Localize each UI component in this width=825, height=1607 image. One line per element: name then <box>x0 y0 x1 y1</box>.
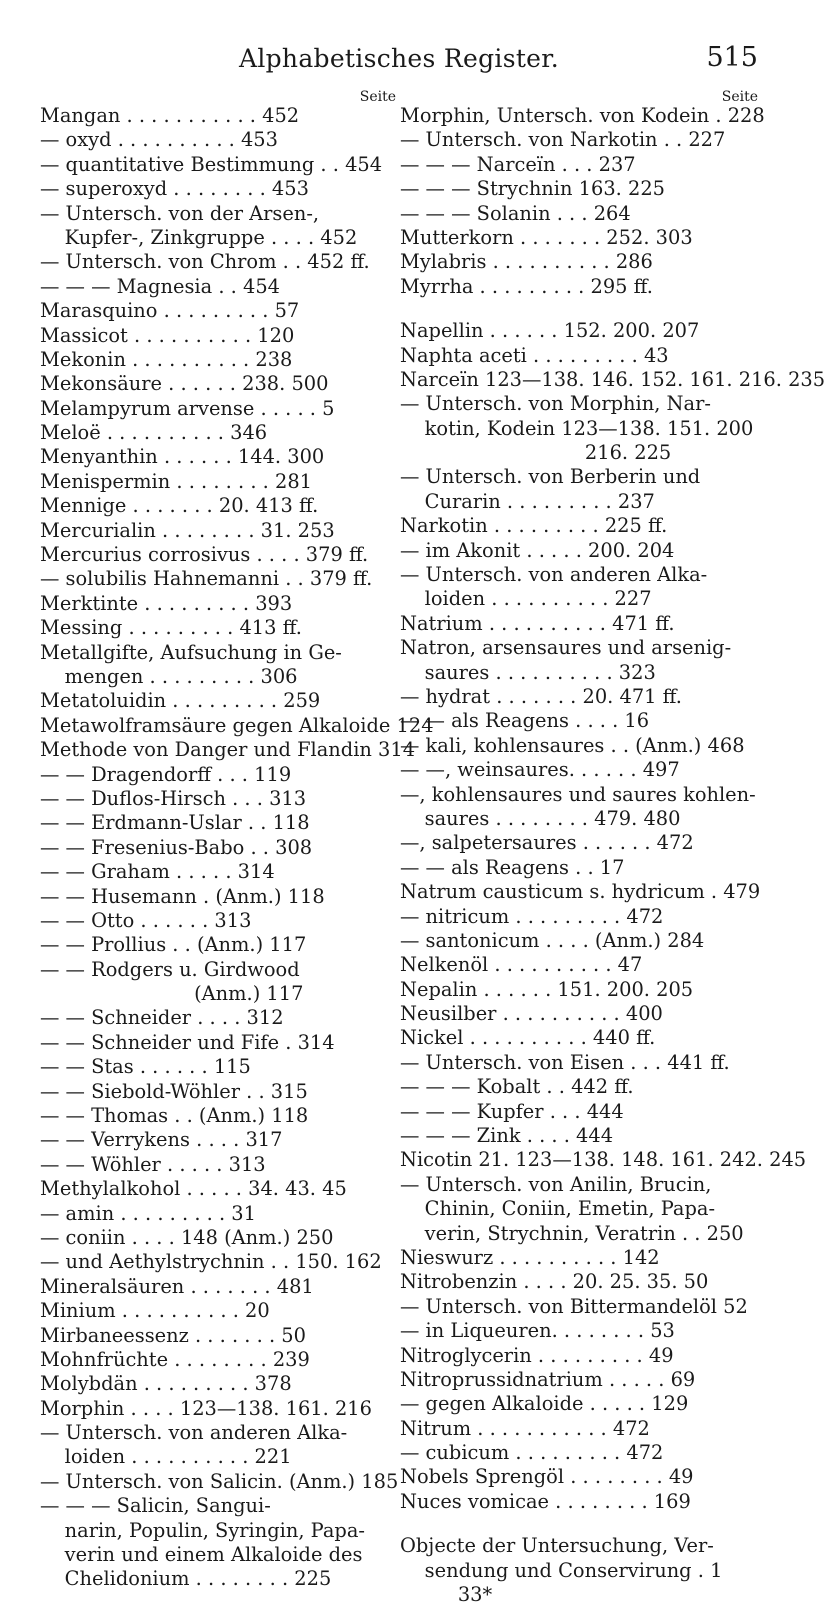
index-entry: — — — Kupfer . . . 444 <box>400 1099 624 1123</box>
index-entry: Marasquino . . . . . . . . . 57 <box>40 299 300 323</box>
index-entry: Nitroprussidnatrium . . . . . 69 <box>400 1367 696 1391</box>
index-entry: Nobels Sprengöl . . . . . . . . 49 <box>400 1465 694 1489</box>
index-entry: Chelidonium . . . . . . . . 225 <box>40 1567 332 1591</box>
index-entry: — Untersch. von Salicin. (Anm.) 185 <box>40 1469 399 1493</box>
index-entry: Napellin . . . . . . 152. 200. 207 <box>400 319 700 343</box>
index-entry: Natron, arsensaures und arsenig- <box>400 636 732 660</box>
index-entry: Mirbaneessenz . . . . . . . 50 <box>40 1323 306 1347</box>
index-entry: — — als Reagens . . . . 16 <box>400 709 650 733</box>
index-entry: Morphin, Untersch. von Kodein . 228 <box>400 104 765 127</box>
index-entry: — — Wöhler . . . . . 313 <box>40 1152 266 1176</box>
index-entry: Nickel . . . . . . . . . . 440 ff. <box>400 1026 656 1050</box>
left-column <box>40 89 434 1592</box>
index-entry: — — Duflos-Hirsch . . . 313 <box>40 786 307 810</box>
index-entry: — — Fresenius-Babo . . 308 <box>40 835 313 859</box>
index-entry: Narkotin . . . . . . . . . 225 ff. <box>400 514 668 538</box>
index-entry: Mohnfrüchte . . . . . . . . 239 <box>40 1347 310 1371</box>
index-entry: Melampyrum arvense . . . . . 5 <box>40 396 335 420</box>
index-entry: Nuces vomicae . . . . . . . . 169 <box>400 1489 691 1513</box>
index-entry: Nitroglycerin . . . . . . . . . 49 <box>400 1343 674 1367</box>
index-entry: — nitricum . . . . . . . . . 472 <box>400 904 664 928</box>
index-entry: Meloë . . . . . . . . . . 346 <box>40 421 268 445</box>
index-entry: — —, weinsaures. . . . . . 497 <box>400 758 680 782</box>
index-entry: Chinin, Coniin, Emetin, Papa- <box>400 1197 715 1221</box>
index-entry: — — — Solanin . . . 264 <box>400 201 631 225</box>
index-entry: — Untersch. von der Arsen-, <box>40 201 320 225</box>
index-entry: Myrrha . . . . . . . . . 295 ff. <box>400 274 653 298</box>
index-entry: — in Liqueuren. . . . . . . . 53 <box>400 1319 675 1343</box>
seite-label-right: Seite <box>721 89 758 105</box>
index-entry: — kali, kohlensaures . . (Anm.) 468 <box>400 733 745 757</box>
index-entry: — — Erdmann-Uslar . . 118 <box>40 811 310 835</box>
index-entry: — — Husemann . (Anm.) 118 <box>40 884 325 908</box>
index-entry: Metawolframsäure gegen Alkaloide 124 <box>40 713 434 737</box>
index-entry: verin, Strychnin, Veratrin . . 250 <box>400 1221 744 1245</box>
index-entry: — superoxyd . . . . . . . . 453 <box>40 177 309 201</box>
index-entry: Narceïn 123—138. 146. 152. 161. 216. 235 <box>400 367 825 391</box>
index-entry: — gegen Alkaloide . . . . . 129 <box>400 1392 689 1416</box>
index-entry: Nitrum . . . . . . . . . . . 472 <box>400 1416 650 1440</box>
index-entry: Nepalin . . . . . . 151. 200. 205 <box>400 977 694 1001</box>
index-entry: Mineralsäuren . . . . . . . 481 <box>40 1274 314 1298</box>
index-entry: — und Aethylstrychnin . . 150. 162 <box>40 1250 382 1274</box>
index-entry: Nieswurz . . . . . . . . . . 142 <box>400 1245 660 1269</box>
index-entry: — im Akonit . . . . . 200. 204 <box>400 538 675 562</box>
index-entry: Nelkenöl . . . . . . . . . . 47 <box>400 953 643 977</box>
seite-label-left: Seite <box>359 89 396 105</box>
index-entry: Neusilber . . . . . . . . . . 400 <box>400 1002 663 1026</box>
index-entry: (Anm.) 117 <box>40 982 304 1006</box>
index-entry: — — Otto . . . . . . 313 <box>40 908 252 932</box>
index-entry: loiden . . . . . . . . . . 227 <box>400 587 652 611</box>
index-entry: Nitrobenzin . . . . 20. 25. 35. 50 <box>400 1270 709 1294</box>
right-column <box>400 89 825 1607</box>
index-entry: Messing . . . . . . . . . 413 ff. <box>40 616 302 640</box>
index-entry: —, kohlensaures und saures kohlen- <box>400 782 756 806</box>
index-entry: — — — Salicin, Sangui- <box>40 1494 271 1518</box>
index-entry: 216. 225 <box>400 441 672 465</box>
index-entry: Menispermin . . . . . . . . 281 <box>40 469 312 493</box>
running-title: Alphabetisches Register. <box>238 44 560 73</box>
index-entry: Morphin . . . . 123—138. 161. 216 <box>40 1396 372 1420</box>
index-entry: — — Verrykens . . . . 317 <box>40 1128 283 1152</box>
index-entry: — oxyd . . . . . . . . . . 453 <box>40 128 278 152</box>
index-entry: Menyanthin . . . . . . 144. 300 <box>40 445 325 469</box>
index-entry: Merktinte . . . . . . . . . 393 <box>40 591 293 615</box>
index-entry: — — — Kobalt . . 442 ff. <box>400 1075 634 1099</box>
index-entry: — Untersch. von Bittermandelöl 52 <box>400 1294 748 1318</box>
index-entry: Mercurialin . . . . . . . . 31. 253 <box>40 518 335 542</box>
index-entry: narin, Populin, Syringin, Papa- <box>40 1518 365 1542</box>
index-entry: — Untersch. von Narkotin . . 227 <box>400 128 726 152</box>
index-entry: Curarin . . . . . . . . . 237 <box>400 489 655 513</box>
index-entry: Metatoluidin . . . . . . . . . 259 <box>40 689 321 713</box>
index-entry: Mekonin . . . . . . . . . . 238 <box>40 347 293 371</box>
index-entry: Mangan . . . . . . . . . . . 452 <box>40 104 300 127</box>
index-entry: — — Thomas . . (Anm.) 118 <box>40 1104 309 1128</box>
index-entry: — — Graham . . . . . 314 <box>40 860 275 884</box>
index-entry: —, salpetersaures . . . . . . 472 <box>400 831 694 855</box>
index-entry: — — Rodgers u. Girdwood <box>40 957 300 981</box>
index-entry: — Untersch. von Berberin und <box>400 465 701 489</box>
index-entry: — — — Zink . . . . 444 <box>400 1124 614 1148</box>
index-entry: — cubicum . . . . . . . . . 472 <box>400 1441 664 1465</box>
index-entry: — Untersch. von anderen Alka- <box>40 1421 348 1445</box>
index-entry: — — Dragendorff . . . 119 <box>40 762 292 786</box>
index-entry: Molybdän . . . . . . . . . 378 <box>40 1372 292 1396</box>
index-entry: — coniin . . . . 148 (Anm.) 250 <box>40 1225 334 1249</box>
index-entry: Massicot . . . . . . . . . . 120 <box>40 323 295 347</box>
index-entry: — solubilis Hahnemanni . . 379 ff. <box>40 567 373 591</box>
signature-mark: 33* <box>457 1583 493 1607</box>
index-entry: — Untersch. von Morphin, Nar- <box>400 392 711 416</box>
index-entry: Nicotin 21. 123—138. 148. 161. 242. 245 <box>400 1148 807 1172</box>
index-entry: — hydrat . . . . . . . 20. 471 ff. <box>400 684 682 708</box>
index-entry: Mekonsäure . . . . . . 238. 500 <box>40 372 329 396</box>
index-entry: Naphta aceti . . . . . . . . . 43 <box>400 343 669 367</box>
index-entry: Mercurius corrosivus . . . . 379 ff. <box>40 543 369 567</box>
index-entry: — Untersch. von Anilin, Brucin, <box>400 1172 712 1196</box>
index-entry: — — — Strychnin 163. 225 <box>400 177 666 201</box>
index-entry: — — — Magnesia . . 454 <box>40 274 280 298</box>
index-entry: Minium . . . . . . . . . . 20 <box>40 1299 270 1323</box>
index-entry: Methylalkohol . . . . . 34. 43. 45 <box>40 1177 347 1201</box>
index-entry: Natrium . . . . . . . . . . 471 ff. <box>400 611 675 635</box>
index-entry: — — Prollius . . (Anm.) 117 <box>40 933 307 957</box>
page-number: 515 <box>706 42 758 73</box>
index-entry: — Untersch. von Eisen . . . 441 ff. <box>400 1050 730 1074</box>
index-entry: — — — Narceïn . . . 237 <box>400 152 636 176</box>
index-entry: Mylabris . . . . . . . . . . 286 <box>400 250 653 274</box>
page-header <box>40 36 758 76</box>
index-entry: sendung und Conservirung . 1 <box>400 1558 723 1582</box>
index-entry: Natrum causticum s. hydricum . 479 <box>400 880 761 904</box>
index-entry: Kupfer-, Zinkgruppe . . . . 452 <box>40 225 358 249</box>
index-entry: mengen . . . . . . . . . 306 <box>40 664 298 688</box>
index-entry: — Untersch. von anderen Alka- <box>400 563 708 587</box>
index-entry: — — als Reagens . . 17 <box>400 855 625 879</box>
index-entry: loiden . . . . . . . . . . 221 <box>40 1445 292 1469</box>
index-entry: — — Stas . . . . . . 115 <box>40 1055 251 1079</box>
index-entry: — — Schneider und Fife . 314 <box>40 1030 335 1054</box>
index-entry: Methode von Danger und Flandin 314 <box>40 738 416 762</box>
index-entry: — — Siebold-Wöhler . . 315 <box>40 1079 308 1103</box>
index-entry: kotin, Kodein 123—138. 151. 200 <box>400 416 754 440</box>
index-entry: — Untersch. von Chrom . . 452 ff. <box>40 250 370 274</box>
index-entry: saures . . . . . . . . . . 323 <box>400 660 656 684</box>
index-entry: — santonicum . . . . (Anm.) 284 <box>400 928 705 952</box>
index-entry: — quantitative Bestimmung . . 454 <box>40 152 383 176</box>
index-entry: Metallgifte, Aufsuchung in Ge- <box>40 640 342 664</box>
index-entry: — — Schneider . . . . 312 <box>40 1006 284 1030</box>
index-entry: — amin . . . . . . . . . 31 <box>40 1201 256 1225</box>
index-entry: Mennige . . . . . . . 20. 413 ff. <box>40 494 319 518</box>
index-entry: Objecte der Untersuchung, Ver- <box>400 1534 714 1558</box>
index-entry: Mutterkorn . . . . . . . 252. 303 <box>400 225 693 249</box>
index-entry: verin und einem Alkaloide des <box>40 1543 363 1567</box>
index-entry: saures . . . . . . . . 479. 480 <box>400 806 681 830</box>
